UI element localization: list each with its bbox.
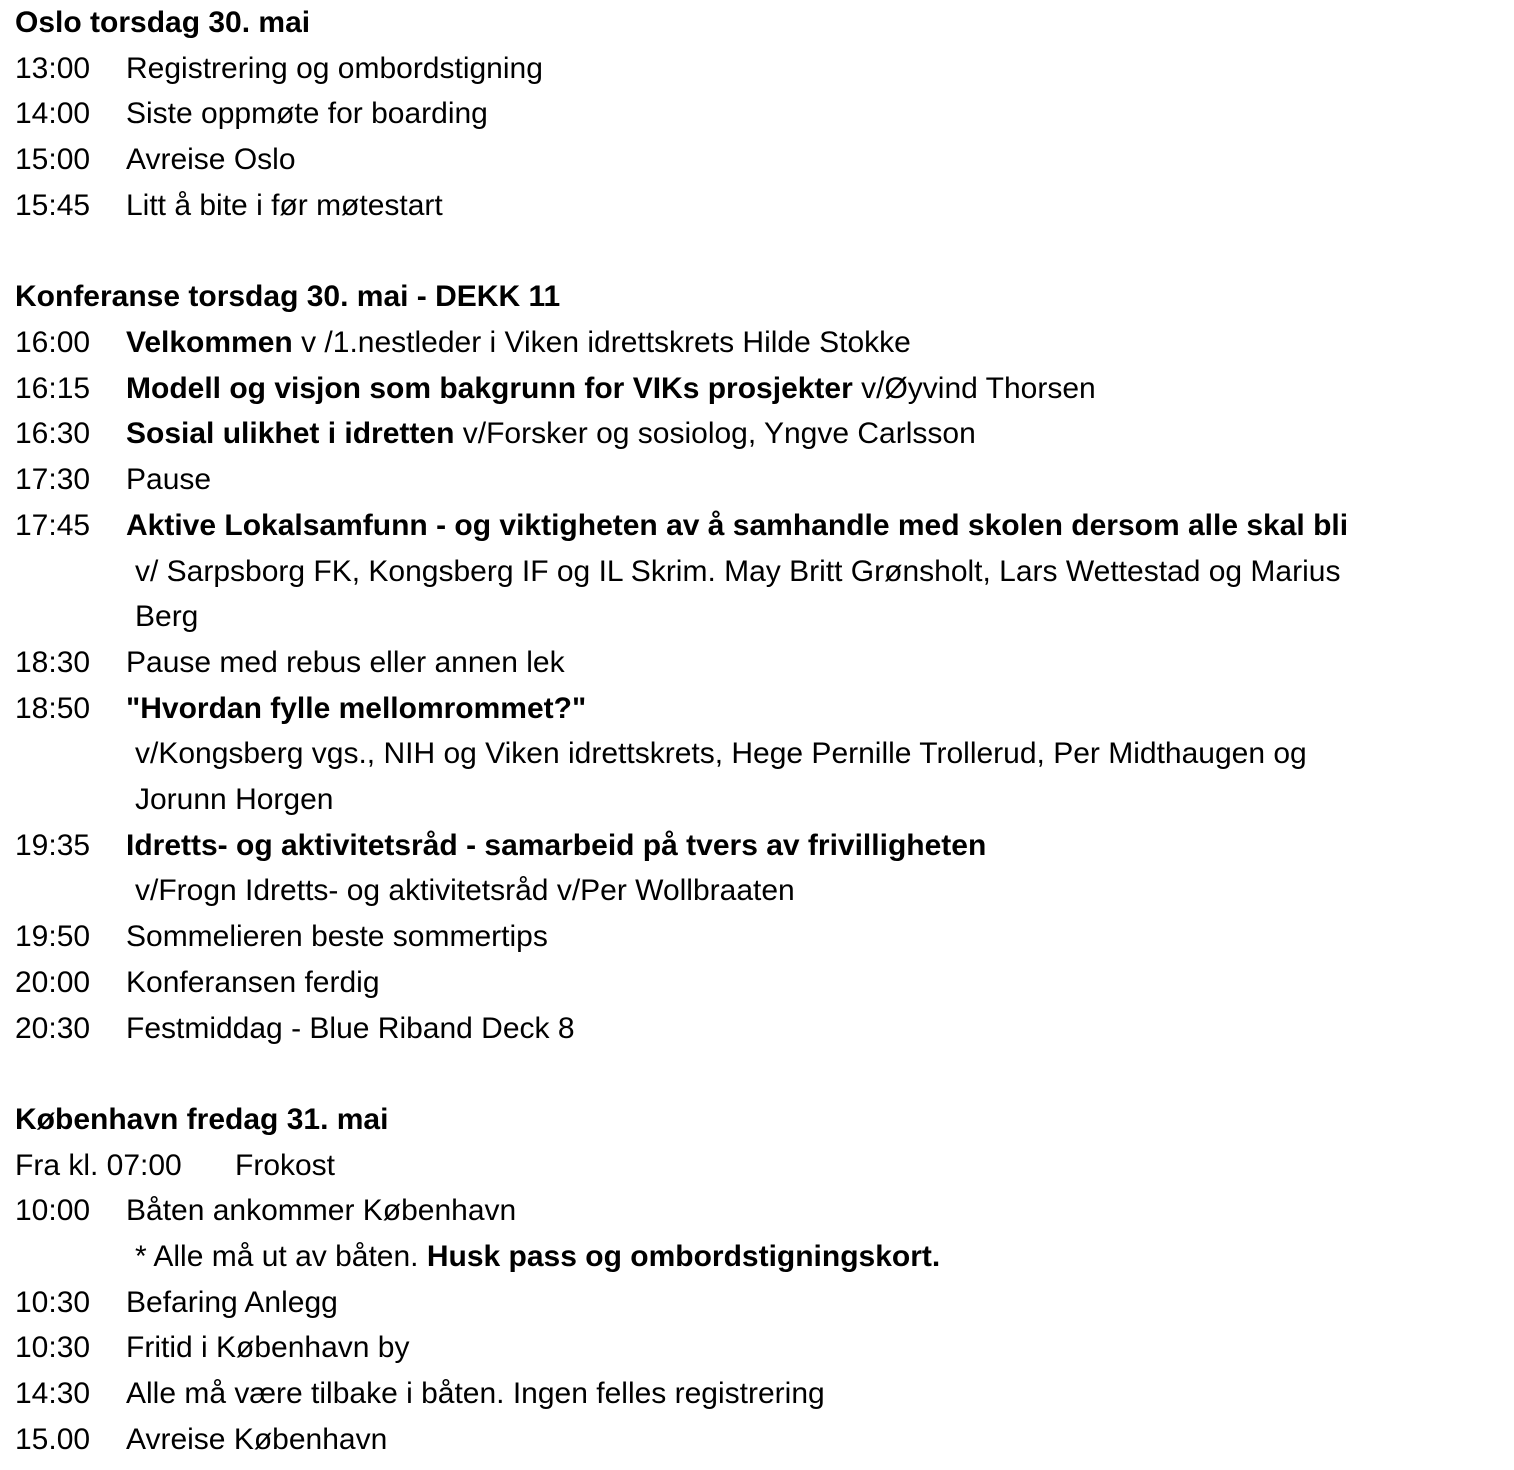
note-emphasis: Husk pass og ombordstigningskort.: [426, 1240, 941, 1273]
item-text: Registrering og ombordstigning: [126, 52, 543, 85]
schedule-row: [15, 1006, 575, 1052]
schedule-row: [15, 503, 1348, 549]
item-text: Pause med rebus eller annen lek: [126, 646, 565, 679]
schedule-row: [15, 320, 911, 366]
item-text: Pause: [126, 463, 212, 496]
item-text: Avreise Oslo: [126, 143, 296, 176]
item-text: Sommelieren beste sommertips: [126, 920, 548, 953]
item-text: v/Forsker og sosiolog, Yngve Carlsson: [454, 417, 976, 450]
schedule-row: [15, 1280, 338, 1326]
item-text: Avreise København: [126, 1423, 388, 1456]
item-speakers: Berg: [135, 600, 199, 633]
time-label: 10:30: [15, 1331, 91, 1364]
schedule-row: [15, 686, 586, 732]
schedule-row: [15, 46, 543, 92]
item-text: Siste oppmøte for boarding: [126, 97, 488, 130]
time-label: 19:35: [15, 829, 91, 862]
time-label: 20:30: [15, 1012, 91, 1045]
time-label: 18:30: [15, 646, 91, 679]
schedule-row: [15, 914, 548, 960]
time-label: 18:50: [15, 692, 91, 725]
item-title: "Hvordan fylle mellomrommet?": [126, 692, 587, 725]
time-label: 13:00: [15, 52, 91, 85]
time-label: Fra kl. 07:00: [15, 1149, 182, 1182]
time-label: 14:30: [15, 1377, 91, 1410]
time-label: 16:30: [15, 417, 91, 450]
time-label: 15.00: [15, 1423, 91, 1456]
item-text: Konferansen ferdig: [126, 966, 380, 999]
time-label: 17:45: [15, 509, 91, 542]
section-heading-oslo: Oslo torsdag 30. mai: [15, 6, 311, 39]
item-title: Velkommen: [126, 326, 293, 359]
time-label: 14:00: [15, 97, 91, 130]
item-title: Sosial ulikhet i idretten: [126, 417, 455, 450]
time-label: 15:45: [15, 189, 91, 222]
item-title: Aktive Lokalsamfunn - og viktigheten av å samhandle med skolen dersom alle skal bli: [126, 509, 1349, 542]
item-text: Befaring Anlegg: [126, 1286, 338, 1319]
time-label: 10:00: [15, 1194, 91, 1227]
item-text: Alle må være tilbake i båten. Ingen felles registrering: [126, 1377, 825, 1410]
schedule-row: [15, 366, 1096, 412]
schedule-row: [15, 137, 296, 183]
section-heading-konferanse: Konferanse torsdag 30. mai - DEKK 11: [15, 280, 561, 313]
time-label: 17:30: [15, 463, 91, 496]
schedule-row: [15, 457, 211, 503]
time-label: 16:15: [15, 372, 91, 405]
time-label: 15:00: [15, 143, 91, 176]
item-text: Frokost: [235, 1149, 336, 1182]
section-heading-kobenhavn: København fredag 31. mai: [15, 1103, 389, 1136]
schedule-row: [15, 640, 565, 686]
item-speakers: v/Frogn Idretts- og aktivitetsråd v/Per Wollbraaten: [135, 874, 795, 907]
schedule-row: [15, 411, 976, 457]
schedule-row: [15, 91, 488, 137]
item-title: Idretts- og aktivitetsråd - samarbeid på tvers av frivilligheten: [126, 829, 987, 862]
schedule-row: [15, 1188, 516, 1234]
schedule-row: [15, 1371, 825, 1417]
schedule-row: [15, 1325, 409, 1371]
item-title: Modell og visjon som bakgrunn for VIKs prosjekter: [126, 372, 853, 405]
item-speakers: Jorunn Horgen: [135, 783, 334, 816]
note-text: * Alle må ut av båten.: [135, 1240, 427, 1273]
item-text: v/Øyvind Thorsen: [852, 372, 1096, 405]
time-label: 20:00: [15, 966, 91, 999]
item-speakers: v/ Sarpsborg FK, Kongsberg IF og IL Skrim. May Britt Grønsholt, Lars Wettestad og Marius: [135, 555, 1341, 588]
schedule-row: [15, 960, 380, 1006]
schedule-row: [15, 1143, 335, 1189]
item-text: v /1.nestleder i Viken idrettskrets Hilde Stokke: [292, 326, 911, 359]
item-text: Båten ankommer København: [126, 1194, 517, 1227]
item-speakers: v/Kongsberg vgs., NIH og Viken idrettskrets, Hege Pernille Trollerud, Per Midthaugen og: [135, 737, 1307, 770]
schedule-row: [15, 183, 443, 229]
item-text: Litt å bite i før møtestart: [126, 189, 443, 222]
time-label: 16:00: [15, 326, 91, 359]
item-text: Festmiddag - Blue Riband Deck 8: [126, 1012, 575, 1045]
time-label: 10:30: [15, 1286, 91, 1319]
item-text: Fritid i København by: [126, 1331, 410, 1364]
schedule-row: [15, 823, 986, 869]
item-note: [135, 1234, 940, 1280]
schedule-row: [15, 1417, 387, 1463]
time-label: 19:50: [15, 920, 91, 953]
